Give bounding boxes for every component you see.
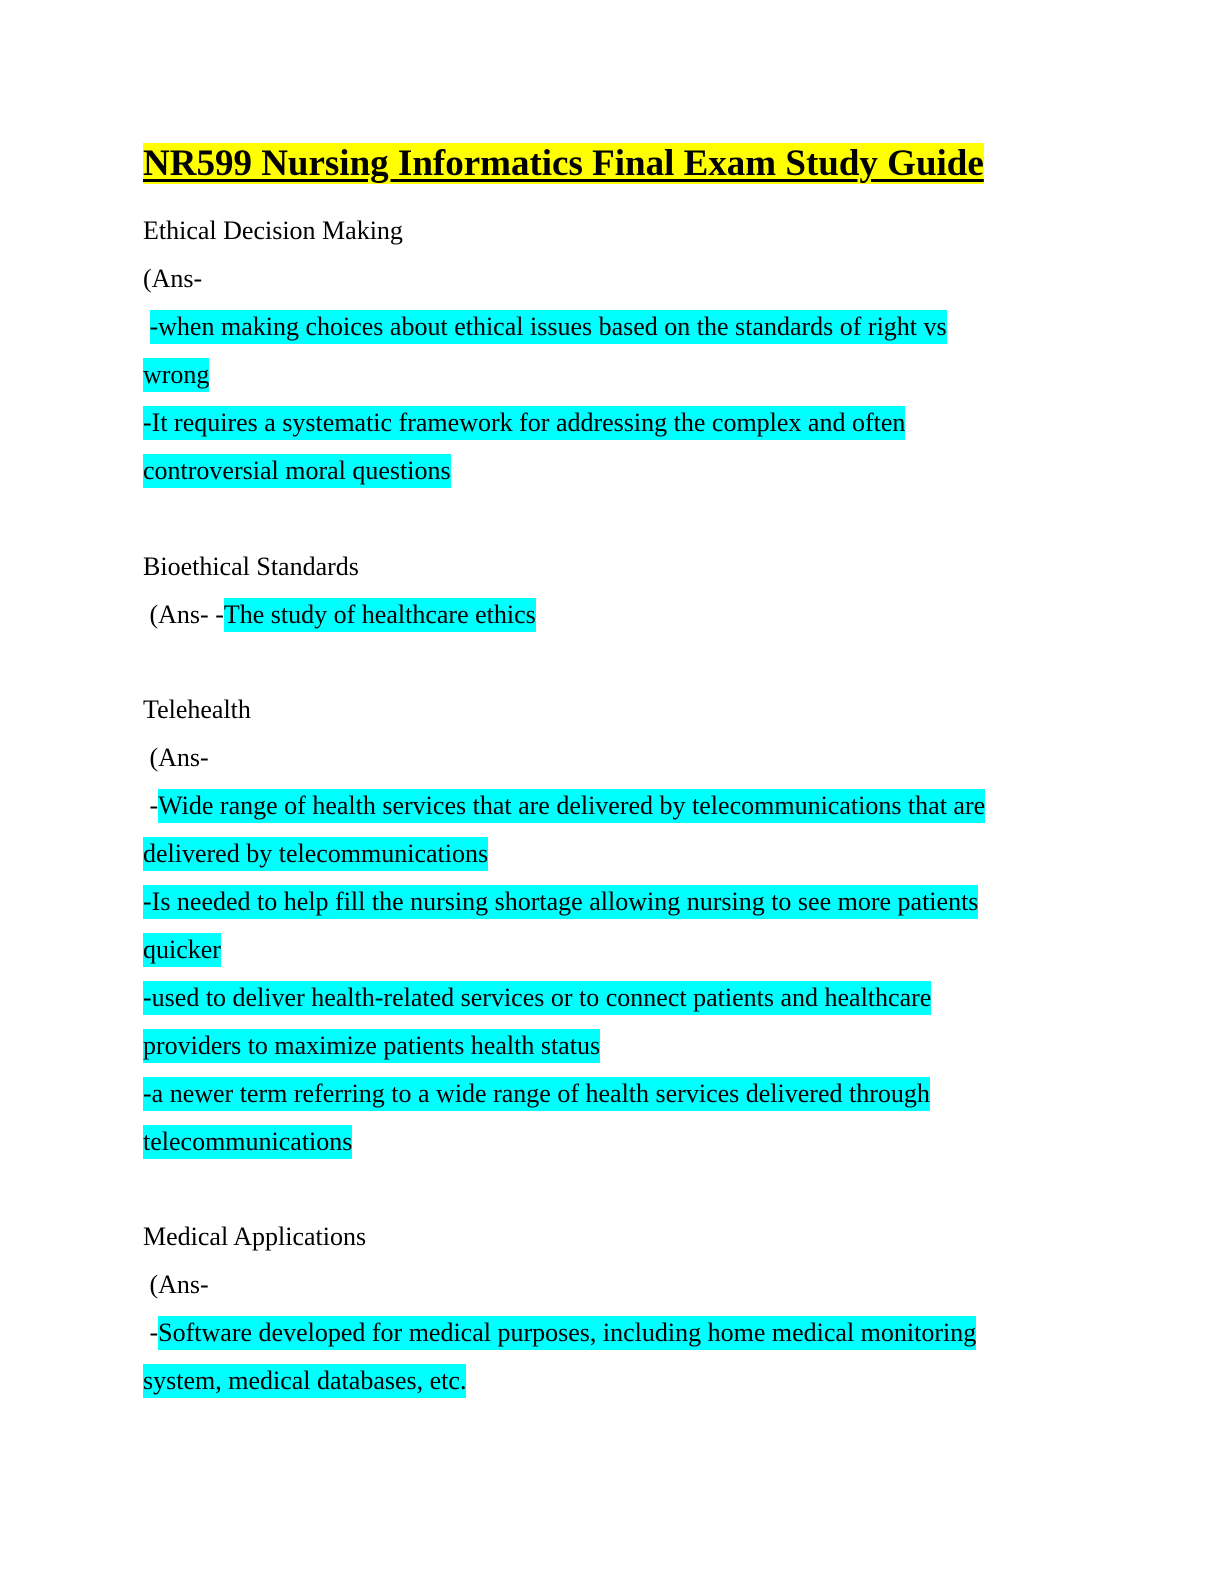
term-medical-applications <box>143 1220 366 1254</box>
term-ethical-decision-making <box>143 214 403 248</box>
term-label: Bioethical Standards <box>143 552 359 581</box>
highlighted-answer: wrong <box>143 358 209 392</box>
answer-line: (Ans- -The study of healthcare ethics <box>143 598 536 632</box>
term-label: Ethical Decision Making <box>143 216 403 245</box>
answer-line <box>143 981 931 1015</box>
term-label: Medical Applications <box>143 1222 367 1251</box>
highlighted-answer: -used to deliver health-related services or to connect patients and healthcare <box>143 981 931 1015</box>
answer-line <box>143 837 488 871</box>
document-title <box>143 140 984 188</box>
answer-line <box>143 310 947 344</box>
answer-line: -Software developed for medical purposes, including home medical monitoring <box>143 1316 976 1350</box>
answer-prefix: (Ans- <box>143 1270 209 1299</box>
answer-prefix: (Ans- <box>143 743 209 772</box>
answer-line <box>143 1029 600 1063</box>
document-title-text: NR599 Nursing Informatics Final Exam Study Guide <box>143 143 984 184</box>
highlighted-answer: -Is needed to help fill the nursing shortage allowing nursing to see more patients <box>143 885 978 919</box>
highlighted-answer: telecommunications <box>143 1125 352 1159</box>
highlighted-answer: quicker <box>143 933 221 967</box>
term-telehealth <box>143 693 251 727</box>
answer-prefix: (Ans- <box>143 264 203 293</box>
answer-line <box>143 933 221 967</box>
highlighted-answer: -It requires a systematic framework for addressing the complex and often <box>143 406 905 440</box>
answer-line: -Wide range of health services that are delivered by telecommunications that are <box>143 789 985 823</box>
answer-line <box>143 454 451 488</box>
highlighted-answer: Wide range of health services that are delivered by telecommunications that are <box>158 789 985 823</box>
term-label: Telehealth <box>143 695 251 724</box>
answer-line <box>143 1077 930 1111</box>
highlighted-answer: system, medical databases, etc. <box>143 1364 466 1398</box>
answer-line <box>143 1125 352 1159</box>
answer-line <box>143 1364 466 1398</box>
highlighted-answer: controversial moral questions <box>143 454 451 488</box>
answer-line <box>143 358 209 392</box>
answer-line <box>143 406 905 440</box>
highlighted-answer: -when making choices about ethical issues based on the standards of right vs <box>150 310 947 344</box>
answer-line <box>143 885 978 919</box>
highlighted-answer: providers to maximize patients health status <box>143 1029 600 1063</box>
highlighted-answer: -a newer term referring to a wide range of health services delivered through <box>143 1077 930 1111</box>
highlighted-answer: The study of healthcare ethics <box>224 598 536 632</box>
highlighted-answer: Software developed for medical purposes, including home medical monitoring <box>158 1316 976 1350</box>
term-bioethical-standards <box>143 550 359 584</box>
highlighted-answer: delivered by telecommunications <box>143 837 488 871</box>
